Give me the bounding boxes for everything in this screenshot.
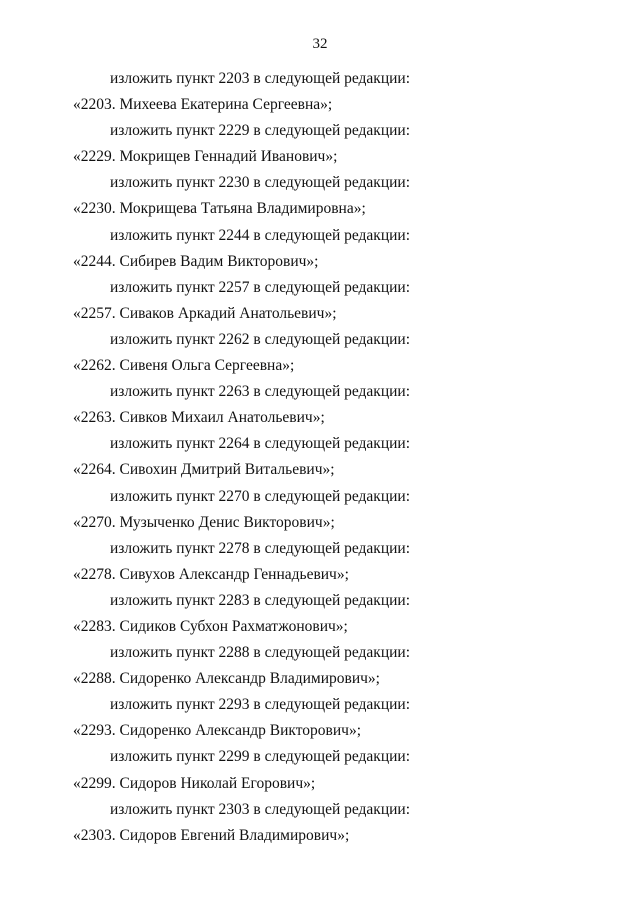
amendment-instruction: изложить пункт 2262 в следующей редакции:	[110, 330, 411, 348]
amended-entry: «2203. Михеева Екатерина Сергеевна»;	[73, 96, 333, 114]
amended-entry: «2229. Мокрищев Геннадий Иванович»;	[73, 148, 338, 166]
amendment-instruction: изложить пункт 2303 в следующей редакции:	[110, 800, 411, 818]
amendment-instruction: изложить пункт 2283 в следующей редакции:	[110, 591, 411, 609]
amended-entry: «2283. Сидиков Субхон Рахматжонович»;	[73, 617, 348, 635]
amended-entry: «2270. Музыченко Денис Викторович»;	[73, 513, 335, 531]
amended-entry: «2257. Сиваков Аркадий Анатольевич»;	[73, 304, 337, 322]
amendment-instruction: изложить пункт 2278 в следующей редакции:	[110, 539, 411, 557]
amendment-instruction: изложить пункт 2293 в следующей редакции:	[110, 696, 411, 714]
amended-entry: «2244. Сибирев Вадим Викторович»;	[73, 252, 319, 270]
document-body	[0, 66, 640, 849]
amendment-instruction: изложить пункт 2203 в следующей редакции:	[110, 70, 411, 87]
amendment-instruction: изложить пункт 2299 в следующей редакции:	[110, 748, 411, 766]
amendment-instruction: изложить пункт 2288 в следующей редакции:	[110, 644, 411, 662]
amended-entry: «2278. Сивухов Александр Геннадьевич»;	[73, 565, 349, 583]
amended-entry: «2262. Сивеня Ольга Сергеевна»;	[73, 357, 295, 375]
amendment-instruction: изложить пункт 2244 в следующей редакции:	[110, 226, 411, 244]
amended-entry: «2299. Сидоров Николай Егорович»;	[73, 774, 316, 792]
amendment-instruction: изложить пункт 2264 в следующей редакции:	[110, 435, 411, 453]
amended-entry: «2303. Сидоров Евгений Владимирович»;	[73, 826, 350, 844]
amendment-instruction: изложить пункт 2270 в следующей редакции:	[110, 487, 411, 505]
amendment-instruction: изложить пункт 2257 в следующей редакции:	[110, 278, 411, 296]
amended-entry: «2288. Сидоренко Александр Владимирович»;	[73, 670, 380, 688]
amended-entry: «2230. Мокрищева Татьяна Владимировна»;	[73, 200, 366, 218]
amendment-instruction: изложить пункт 2230 в следующей редакции:	[110, 174, 411, 192]
amended-entry: «2264. Сивохин Дмитрий Витальевич»;	[73, 461, 335, 479]
amendment-instruction: изложить пункт 2229 в следующей редакции:	[110, 122, 411, 140]
amendment-instruction: изложить пункт 2263 в следующей редакции:	[110, 383, 411, 401]
amended-entry: «2263. Сивков Михаил Анатольевич»;	[73, 409, 325, 427]
amended-entry: «2293. Сидоренко Александр Викторович»;	[73, 722, 362, 740]
page-number: 32	[312, 36, 328, 52]
